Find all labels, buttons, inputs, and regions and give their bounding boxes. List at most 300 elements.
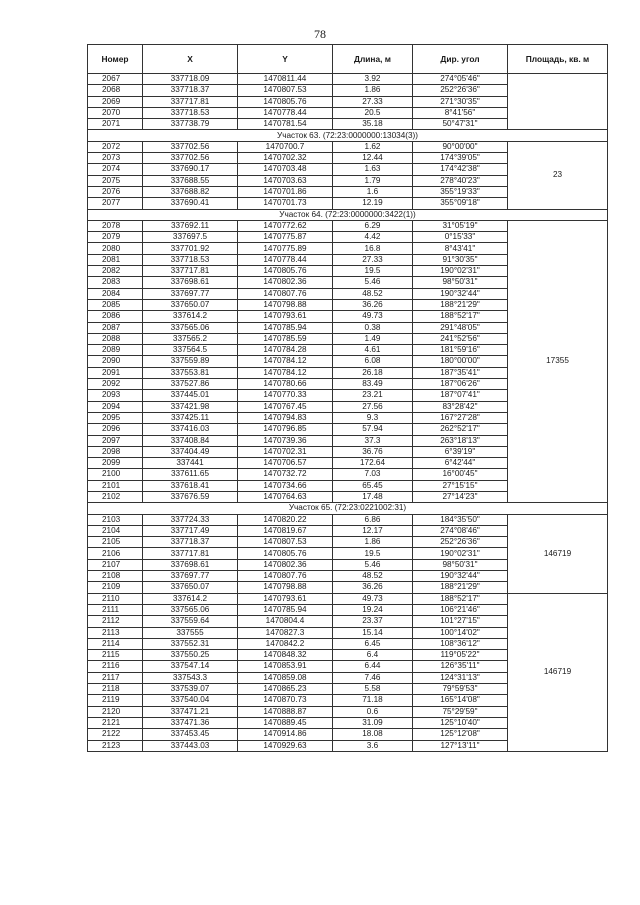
x-coordinate: 337441 <box>143 458 238 469</box>
y-coordinate: 1470706.57 <box>238 458 333 469</box>
length: 6.4 <box>333 650 413 661</box>
point-number: 2098 <box>88 446 143 457</box>
area-value: 23 <box>508 141 608 209</box>
point-number: 2077 <box>88 198 143 209</box>
point-number: 2079 <box>88 232 143 243</box>
section-row <box>88 503 608 514</box>
direction-angle: 263°18'13" <box>413 435 508 446</box>
length: 1.63 <box>333 164 413 175</box>
y-coordinate: 1470764.63 <box>238 491 333 502</box>
length: 17.48 <box>333 491 413 502</box>
y-coordinate: 1470805.76 <box>238 548 333 559</box>
x-coordinate: 337698.61 <box>143 277 238 288</box>
direction-angle: 190°02'31" <box>413 266 508 277</box>
length: 6.29 <box>333 220 413 231</box>
x-coordinate: 337718.37 <box>143 85 238 96</box>
x-coordinate: 337471.36 <box>143 717 238 728</box>
x-coordinate: 337688.82 <box>143 186 238 197</box>
direction-angle: 50°47'31" <box>413 119 508 130</box>
table-body <box>88 74 608 752</box>
y-coordinate: 1470859.08 <box>238 672 333 683</box>
y-coordinate: 1470807.76 <box>238 288 333 299</box>
x-coordinate: 337552.31 <box>143 638 238 649</box>
length: 19.5 <box>333 266 413 277</box>
y-coordinate: 1470780.66 <box>238 379 333 390</box>
table-row <box>88 141 608 152</box>
header-angle: Дир. угол <box>413 45 508 74</box>
y-coordinate: 1470853.91 <box>238 661 333 672</box>
length: 26.18 <box>333 367 413 378</box>
x-coordinate: 337724.33 <box>143 514 238 525</box>
y-coordinate: 1470703.63 <box>238 175 333 186</box>
y-coordinate: 1470775.89 <box>238 243 333 254</box>
point-number: 2121 <box>88 717 143 728</box>
x-coordinate: 337443.03 <box>143 740 238 751</box>
y-coordinate: 1470739.36 <box>238 435 333 446</box>
length: 27.33 <box>333 96 413 107</box>
x-coordinate: 337717.81 <box>143 266 238 277</box>
x-coordinate: 337553.81 <box>143 367 238 378</box>
direction-angle: 355°19'33" <box>413 186 508 197</box>
direction-angle: 8°41'56" <box>413 107 508 118</box>
length: 5.46 <box>333 277 413 288</box>
direction-angle: 165°14'08" <box>413 695 508 706</box>
section-title: Участок 64. (72:23:0000000:3422(1)) <box>88 209 608 220</box>
x-coordinate: 337540.04 <box>143 695 238 706</box>
length: 1.49 <box>333 333 413 344</box>
direction-angle: 90°00'00" <box>413 141 508 152</box>
length: 1.6 <box>333 186 413 197</box>
point-number: 2116 <box>88 661 143 672</box>
direction-angle: 98°50'31" <box>413 559 508 570</box>
y-coordinate: 1470819.67 <box>238 525 333 536</box>
x-coordinate: 337697.77 <box>143 288 238 299</box>
point-number: 2115 <box>88 650 143 661</box>
point-number: 2087 <box>88 322 143 333</box>
length: 65.45 <box>333 480 413 491</box>
point-number: 2078 <box>88 220 143 231</box>
length: 49.73 <box>333 311 413 322</box>
x-coordinate: 337416.03 <box>143 424 238 435</box>
direction-angle: 31°05'19" <box>413 220 508 231</box>
point-number: 2071 <box>88 119 143 130</box>
length: 7.03 <box>333 469 413 480</box>
length: 16.8 <box>333 243 413 254</box>
point-number: 2089 <box>88 345 143 356</box>
x-coordinate: 337702.56 <box>143 141 238 152</box>
x-coordinate: 337550.25 <box>143 650 238 661</box>
direction-angle: 91°30'35" <box>413 254 508 265</box>
x-coordinate: 337690.41 <box>143 198 238 209</box>
point-number: 2110 <box>88 593 143 604</box>
point-number: 2097 <box>88 435 143 446</box>
y-coordinate: 1470770.33 <box>238 390 333 401</box>
y-coordinate: 1470702.32 <box>238 153 333 164</box>
point-number: 2096 <box>88 424 143 435</box>
length: 172.64 <box>333 458 413 469</box>
length: 49.73 <box>333 593 413 604</box>
length: 36.26 <box>333 299 413 310</box>
direction-angle: 190°02'31" <box>413 548 508 559</box>
direction-angle: 75°29'59" <box>413 706 508 717</box>
x-coordinate: 337738.79 <box>143 119 238 130</box>
direction-angle: 187°35'41" <box>413 367 508 378</box>
x-coordinate: 337543.3 <box>143 672 238 683</box>
y-coordinate: 1470702.31 <box>238 446 333 457</box>
point-number: 2118 <box>88 684 143 695</box>
point-number: 2123 <box>88 740 143 751</box>
y-coordinate: 1470772.62 <box>238 220 333 231</box>
y-coordinate: 1470889.45 <box>238 717 333 728</box>
point-number: 2099 <box>88 458 143 469</box>
x-coordinate: 337547.14 <box>143 661 238 672</box>
direction-angle: 174°42'38" <box>413 164 508 175</box>
point-number: 2073 <box>88 153 143 164</box>
point-number: 2093 <box>88 390 143 401</box>
point-number: 2106 <box>88 548 143 559</box>
direction-angle: 291°48'05" <box>413 322 508 333</box>
y-coordinate: 1470798.88 <box>238 582 333 593</box>
y-coordinate: 1470794.83 <box>238 412 333 423</box>
direction-angle: 184°35'50" <box>413 514 508 525</box>
x-coordinate: 337718.53 <box>143 254 238 265</box>
y-coordinate: 1470703.48 <box>238 164 333 175</box>
y-coordinate: 1470842.2 <box>238 638 333 649</box>
x-coordinate: 337717.81 <box>143 96 238 107</box>
x-coordinate: 337701.92 <box>143 243 238 254</box>
y-coordinate: 1470793.61 <box>238 593 333 604</box>
x-coordinate: 337539.07 <box>143 684 238 695</box>
point-number: 2120 <box>88 706 143 717</box>
length: 3.92 <box>333 74 413 85</box>
length: 19.5 <box>333 548 413 559</box>
length: 36.76 <box>333 446 413 457</box>
x-coordinate: 337692.11 <box>143 220 238 231</box>
length: 36.26 <box>333 582 413 593</box>
length: 18.08 <box>333 729 413 740</box>
y-coordinate: 1470781.54 <box>238 119 333 130</box>
y-coordinate: 1470784.12 <box>238 356 333 367</box>
length: 6.45 <box>333 638 413 649</box>
length: 48.52 <box>333 288 413 299</box>
x-coordinate: 337690.17 <box>143 164 238 175</box>
y-coordinate: 1470811.44 <box>238 74 333 85</box>
length: 15.14 <box>333 627 413 638</box>
coordinates-table <box>87 44 608 752</box>
y-coordinate: 1470802.36 <box>238 277 333 288</box>
length: 1.86 <box>333 85 413 96</box>
x-coordinate: 337445.01 <box>143 390 238 401</box>
direction-angle: 252°26'36" <box>413 85 508 96</box>
length: 35.18 <box>333 119 413 130</box>
x-coordinate: 337404.49 <box>143 446 238 457</box>
length: 5.58 <box>333 684 413 695</box>
direction-angle: 274°08'46" <box>413 525 508 536</box>
point-number: 2067 <box>88 74 143 85</box>
length: 23.21 <box>333 390 413 401</box>
y-coordinate: 1470802.36 <box>238 559 333 570</box>
x-coordinate: 337425.11 <box>143 412 238 423</box>
x-coordinate: 337698.61 <box>143 559 238 570</box>
y-coordinate: 1470888.87 <box>238 706 333 717</box>
point-number: 2113 <box>88 627 143 638</box>
point-number: 2090 <box>88 356 143 367</box>
point-number: 2082 <box>88 266 143 277</box>
direction-angle: 190°32'44" <box>413 571 508 582</box>
y-coordinate: 1470784.28 <box>238 345 333 356</box>
x-coordinate: 337650.07 <box>143 582 238 593</box>
length: 19.24 <box>333 604 413 615</box>
y-coordinate: 1470785.59 <box>238 333 333 344</box>
area-value: 146719 <box>508 593 608 751</box>
y-coordinate: 1470732.72 <box>238 469 333 480</box>
area-value <box>508 74 608 130</box>
x-coordinate: 337555 <box>143 627 238 638</box>
length: 12.44 <box>333 153 413 164</box>
point-number: 2109 <box>88 582 143 593</box>
table-row <box>88 514 608 525</box>
length: 6.44 <box>333 661 413 672</box>
direction-angle: 27°14'23" <box>413 491 508 502</box>
direction-angle: 100°14'02" <box>413 627 508 638</box>
x-coordinate: 337618.41 <box>143 480 238 491</box>
header-area: Площадь, кв. м <box>508 45 608 74</box>
y-coordinate: 1470701.73 <box>238 198 333 209</box>
direction-angle: 8°43'41" <box>413 243 508 254</box>
length: 6.08 <box>333 356 413 367</box>
point-number: 2086 <box>88 311 143 322</box>
length: 12.17 <box>333 525 413 536</box>
y-coordinate: 1470805.76 <box>238 96 333 107</box>
x-coordinate: 337688.55 <box>143 175 238 186</box>
length: 48.52 <box>333 571 413 582</box>
area-value: 17355 <box>508 220 608 502</box>
section-row <box>88 209 608 220</box>
point-number: 2101 <box>88 480 143 491</box>
length: 12.19 <box>333 198 413 209</box>
point-number: 2074 <box>88 164 143 175</box>
point-number: 2091 <box>88 367 143 378</box>
y-coordinate: 1470784.12 <box>238 367 333 378</box>
point-number: 2104 <box>88 525 143 536</box>
area-value: 146719 <box>508 514 608 593</box>
point-number: 2117 <box>88 672 143 683</box>
x-coordinate: 337717.81 <box>143 548 238 559</box>
direction-angle: 127°13'11" <box>413 740 508 751</box>
length: 1.86 <box>333 537 413 548</box>
point-number: 2095 <box>88 412 143 423</box>
y-coordinate: 1470820.22 <box>238 514 333 525</box>
length: 31.09 <box>333 717 413 728</box>
y-coordinate: 1470767.45 <box>238 401 333 412</box>
length: 5.46 <box>333 559 413 570</box>
y-coordinate: 1470865.23 <box>238 684 333 695</box>
direction-angle: 187°07'41" <box>413 390 508 401</box>
y-coordinate: 1470827.3 <box>238 627 333 638</box>
length: 4.42 <box>333 232 413 243</box>
point-number: 2107 <box>88 559 143 570</box>
y-coordinate: 1470848.32 <box>238 650 333 661</box>
x-coordinate: 337421.98 <box>143 401 238 412</box>
point-number: 2070 <box>88 107 143 118</box>
direction-angle: 6°39'19" <box>413 446 508 457</box>
x-coordinate: 337614.2 <box>143 593 238 604</box>
section-title: Участок 65. (72:23:0221002:31) <box>88 503 608 514</box>
length: 4.61 <box>333 345 413 356</box>
x-coordinate: 337565.06 <box>143 322 238 333</box>
y-coordinate: 1470805.76 <box>238 266 333 277</box>
point-number: 2111 <box>88 604 143 615</box>
point-number: 2075 <box>88 175 143 186</box>
direction-angle: 108°36'12" <box>413 638 508 649</box>
direction-angle: 252°26'36" <box>413 537 508 548</box>
direction-angle: 278°40'23" <box>413 175 508 186</box>
table-row <box>88 220 608 231</box>
y-coordinate: 1470775.87 <box>238 232 333 243</box>
point-number: 2088 <box>88 333 143 344</box>
direction-angle: 262°52'17" <box>413 424 508 435</box>
y-coordinate: 1470798.88 <box>238 299 333 310</box>
x-coordinate: 337717.49 <box>143 525 238 536</box>
x-coordinate: 337718.53 <box>143 107 238 118</box>
x-coordinate: 337676.59 <box>143 491 238 502</box>
length: 0.6 <box>333 706 413 717</box>
y-coordinate: 1470807.76 <box>238 571 333 582</box>
direction-angle: 83°28'42" <box>413 401 508 412</box>
point-number: 2084 <box>88 288 143 299</box>
section-row <box>88 130 608 141</box>
direction-angle: 106°21'46" <box>413 604 508 615</box>
direction-angle: 79°59'53" <box>413 684 508 695</box>
x-coordinate: 337702.56 <box>143 153 238 164</box>
y-coordinate: 1470807.53 <box>238 537 333 548</box>
direction-angle: 125°10'40" <box>413 717 508 728</box>
y-coordinate: 1470807.53 <box>238 85 333 96</box>
length: 83.49 <box>333 379 413 390</box>
point-number: 2108 <box>88 571 143 582</box>
x-coordinate: 337611.65 <box>143 469 238 480</box>
point-number: 2119 <box>88 695 143 706</box>
y-coordinate: 1470796.85 <box>238 424 333 435</box>
length: 1.62 <box>333 141 413 152</box>
length: 27.56 <box>333 401 413 412</box>
point-number: 2122 <box>88 729 143 740</box>
y-coordinate: 1470793.61 <box>238 311 333 322</box>
direction-angle: 190°32'44" <box>413 288 508 299</box>
x-coordinate: 337650.07 <box>143 299 238 310</box>
direction-angle: 188°21'29" <box>413 582 508 593</box>
length: 27.33 <box>333 254 413 265</box>
x-coordinate: 337697.77 <box>143 571 238 582</box>
direction-angle: 126°35'11" <box>413 661 508 672</box>
point-number: 2105 <box>88 537 143 548</box>
direction-angle: 181°59'16" <box>413 345 508 356</box>
y-coordinate: 1470785.94 <box>238 322 333 333</box>
table-row <box>88 74 608 85</box>
length: 23.37 <box>333 616 413 627</box>
direction-angle: 119°05'22" <box>413 650 508 661</box>
length: 37.3 <box>333 435 413 446</box>
header-length: Длина, м <box>333 45 413 74</box>
direction-angle: 101°27'15" <box>413 616 508 627</box>
point-number: 2112 <box>88 616 143 627</box>
y-coordinate: 1470778.44 <box>238 254 333 265</box>
length: 57.94 <box>333 424 413 435</box>
y-coordinate: 1470870.73 <box>238 695 333 706</box>
x-coordinate: 337565.06 <box>143 604 238 615</box>
x-coordinate: 337453.45 <box>143 729 238 740</box>
x-coordinate: 337718.09 <box>143 74 238 85</box>
x-coordinate: 337697.5 <box>143 232 238 243</box>
y-coordinate: 1470700.7 <box>238 141 333 152</box>
x-coordinate: 337614.2 <box>143 311 238 322</box>
y-coordinate: 1470785.94 <box>238 604 333 615</box>
length: 1.79 <box>333 175 413 186</box>
direction-angle: 180°00'00" <box>413 356 508 367</box>
direction-angle: 27°15'15" <box>413 480 508 491</box>
point-number: 2068 <box>88 85 143 96</box>
x-coordinate: 337559.64 <box>143 616 238 627</box>
direction-angle: 124°31'13" <box>413 672 508 683</box>
x-coordinate: 337408.84 <box>143 435 238 446</box>
direction-angle: 188°21'29" <box>413 299 508 310</box>
point-number: 2102 <box>88 491 143 502</box>
section-title: Участок 63. (72:23:0000000:13034(3)) <box>88 130 608 141</box>
point-number: 2085 <box>88 299 143 310</box>
length: 3.6 <box>333 740 413 751</box>
point-number: 2092 <box>88 379 143 390</box>
length: 7.46 <box>333 672 413 683</box>
point-number: 2072 <box>88 141 143 152</box>
direction-angle: 188°52'17" <box>413 593 508 604</box>
point-number: 2083 <box>88 277 143 288</box>
direction-angle: 167°27'28" <box>413 412 508 423</box>
length: 0.38 <box>333 322 413 333</box>
point-number: 2081 <box>88 254 143 265</box>
page-number: 78 <box>314 27 326 41</box>
direction-angle: 16°00'45" <box>413 469 508 480</box>
direction-angle: 274°05'46" <box>413 74 508 85</box>
x-coordinate: 337718.37 <box>143 537 238 548</box>
x-coordinate: 337564.5 <box>143 345 238 356</box>
direction-angle: 271°30'35" <box>413 96 508 107</box>
point-number: 2080 <box>88 243 143 254</box>
y-coordinate: 1470929.63 <box>238 740 333 751</box>
y-coordinate: 1470701.86 <box>238 186 333 197</box>
point-number: 2100 <box>88 469 143 480</box>
y-coordinate: 1470914.86 <box>238 729 333 740</box>
direction-angle: 241°52'56" <box>413 333 508 344</box>
length: 9.3 <box>333 412 413 423</box>
length: 6.86 <box>333 514 413 525</box>
x-coordinate: 337565.2 <box>143 333 238 344</box>
y-coordinate: 1470778.44 <box>238 107 333 118</box>
length: 71.18 <box>333 695 413 706</box>
header-row <box>88 45 608 74</box>
direction-angle: 174°39'05" <box>413 153 508 164</box>
length: 20.5 <box>333 107 413 118</box>
y-coordinate: 1470804.4 <box>238 616 333 627</box>
header-y: Y <box>238 45 333 74</box>
x-coordinate: 337527.86 <box>143 379 238 390</box>
point-number: 2103 <box>88 514 143 525</box>
y-coordinate: 1470734.66 <box>238 480 333 491</box>
point-number: 2114 <box>88 638 143 649</box>
direction-angle: 125°12'08" <box>413 729 508 740</box>
header-number: Номер <box>88 45 143 74</box>
direction-angle: 0°15'33" <box>413 232 508 243</box>
direction-angle: 355°09'18" <box>413 198 508 209</box>
